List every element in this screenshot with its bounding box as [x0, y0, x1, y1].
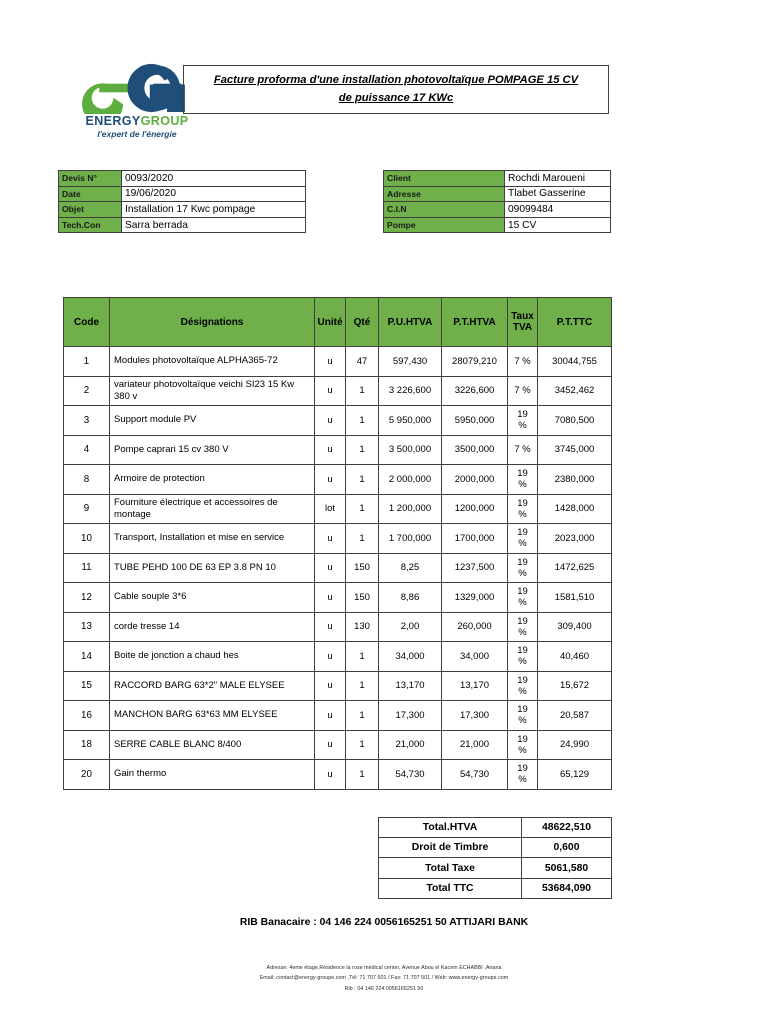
cell-pt-ttc: 40,460	[538, 642, 612, 672]
cell-taux-tva: 19 %	[508, 760, 538, 790]
quote-info-label-date: Date	[59, 186, 122, 202]
cell-designation: Pompe caprari 15 cv 380 V	[110, 435, 315, 465]
cell-qte: 1	[346, 524, 379, 554]
cell-pu-htva: 54,730	[379, 760, 442, 790]
cell-taux-tva: 19 %	[508, 524, 538, 554]
footer-address-line: Adresse: 4eme étage,Résidence la rose médical center, Avenue Abou el Kacem ECHABBI ,Ariana	[266, 965, 502, 971]
cell-pt-htva: 3226,600	[442, 376, 508, 406]
table-header-row	[64, 298, 612, 347]
cell-code: 2	[64, 376, 110, 406]
column-header-code: Code	[64, 298, 110, 347]
cell-pt-ttc: 1581,510	[538, 583, 612, 613]
cell-qte: 1	[346, 671, 379, 701]
cell-code: 18	[64, 730, 110, 760]
table-row	[59, 186, 306, 202]
table-row	[379, 879, 612, 899]
cell-qte: 1	[346, 465, 379, 495]
quote-info-value-objet: Installation 17 Kwc pompage	[122, 202, 306, 218]
cell-designation: Gain thermo	[110, 760, 315, 790]
cell-designation: TUBE PEHD 100 DE 63 EP 3.8 PN 10	[110, 553, 315, 583]
quote-info-value-date: 19/06/2020	[122, 186, 306, 202]
cell-pu-htva: 3 226,600	[379, 376, 442, 406]
cell-designation: SERRE CABLE BLANC 8/400	[110, 730, 315, 760]
cell-pt-htva: 1329,000	[442, 583, 508, 613]
cell-designation: Boite de jonction a chaud hes	[110, 642, 315, 672]
table-row	[64, 760, 612, 790]
cell-designation: corde tresse 14	[110, 612, 315, 642]
cell-pt-htva: 3500,000	[442, 435, 508, 465]
cell-pu-htva: 13,170	[379, 671, 442, 701]
logo-word-group: GROUP	[140, 114, 189, 128]
table-row	[59, 217, 306, 233]
cell-unite: u	[315, 524, 346, 554]
cell-pt-ttc: 3452,462	[538, 376, 612, 406]
cell-taux-tva: 19 %	[508, 494, 538, 524]
cell-taux-tva: 19 %	[508, 406, 538, 436]
cell-code: 3	[64, 406, 110, 436]
column-header-taux-tva: Taux TVA	[508, 298, 538, 347]
cell-designation: Cable souple 3*6	[110, 583, 315, 613]
cell-pt-htva: 54,730	[442, 760, 508, 790]
quote-info-value-devis: 0093/2020	[122, 171, 306, 187]
cell-designation: RACCORD BARG 63*2" MALE ELYSEE	[110, 671, 315, 701]
table-row	[59, 171, 306, 187]
table-row	[384, 186, 611, 202]
column-header-pt-htva: P.T.HTVA	[442, 298, 508, 347]
cell-unite: u	[315, 701, 346, 731]
cell-code: 20	[64, 760, 110, 790]
cell-taux-tva: 19 %	[508, 612, 538, 642]
cell-taux-tva: 7 %	[508, 347, 538, 377]
quote-info-label-tech: Tech.Con	[59, 217, 122, 233]
cell-unite: u	[315, 376, 346, 406]
totals-value-timbre: 0,600	[522, 838, 612, 858]
cell-qte: 1	[346, 701, 379, 731]
cell-pu-htva: 34,000	[379, 642, 442, 672]
client-info-value-adresse: Tlabet Gasserine	[505, 186, 611, 202]
client-info-table	[383, 170, 611, 233]
cell-unite: lot	[315, 494, 346, 524]
cell-pt-ttc: 24,990	[538, 730, 612, 760]
cell-qte: 47	[346, 347, 379, 377]
cell-code: 9	[64, 494, 110, 524]
cell-qte: 1	[346, 730, 379, 760]
cell-taux-tva: 7 %	[508, 376, 538, 406]
table-row	[379, 818, 612, 838]
cell-code: 14	[64, 642, 110, 672]
cell-qte: 1	[346, 760, 379, 790]
cell-pt-ttc: 30044,755	[538, 347, 612, 377]
totals-label-timbre: Droit de Timbre	[379, 838, 522, 858]
table-row	[64, 347, 612, 377]
cell-pt-ttc: 1472,625	[538, 553, 612, 583]
totals-table	[378, 817, 612, 899]
cell-designation: Armoire de protection	[110, 465, 315, 495]
cell-taux-tva: 19 %	[508, 730, 538, 760]
table-row	[379, 838, 612, 858]
cell-unite: u	[315, 465, 346, 495]
cell-qte: 1	[346, 406, 379, 436]
table-row	[64, 376, 612, 406]
cell-code: 1	[64, 347, 110, 377]
table-row	[59, 202, 306, 218]
cell-pu-htva: 597,430	[379, 347, 442, 377]
column-header-pt-ttc: P.T.TTC	[538, 298, 612, 347]
totals-label-taxe: Total Taxe	[379, 858, 522, 879]
cell-unite: u	[315, 583, 346, 613]
cell-taux-tva: 7 %	[508, 435, 538, 465]
cell-pt-htva: 13,170	[442, 671, 508, 701]
client-info-label-cin: C.I.N	[384, 202, 505, 218]
table-row	[64, 701, 612, 731]
client-info-value-pompe: 15 CV	[505, 217, 611, 233]
cell-pt-htva: 28079,210	[442, 347, 508, 377]
cell-taux-tva: 19 %	[508, 671, 538, 701]
cell-designation: Support module PV	[110, 406, 315, 436]
client-info-label-adresse: Adresse	[384, 186, 505, 202]
cell-pu-htva: 8,25	[379, 553, 442, 583]
table-row	[64, 465, 612, 495]
cell-unite: u	[315, 642, 346, 672]
cell-unite: u	[315, 347, 346, 377]
cell-pu-htva: 1 700,000	[379, 524, 442, 554]
cell-pt-htva: 2000,000	[442, 465, 508, 495]
eg-logo-icon	[82, 62, 190, 114]
cell-pt-htva: 34,000	[442, 642, 508, 672]
cell-pt-ttc: 309,400	[538, 612, 612, 642]
cell-taux-tva: 19 %	[508, 553, 538, 583]
cell-unite: u	[315, 553, 346, 583]
quote-info-table	[58, 170, 306, 233]
cell-pt-htva: 21,000	[442, 730, 508, 760]
cell-pt-ttc: 2023,000	[538, 524, 612, 554]
cell-qte: 130	[346, 612, 379, 642]
cell-code: 12	[64, 583, 110, 613]
cell-qte: 1	[346, 376, 379, 406]
company-logo	[82, 62, 192, 139]
table-row	[64, 671, 612, 701]
cell-code: 10	[64, 524, 110, 554]
cell-code: 13	[64, 612, 110, 642]
logo-wordmark	[82, 115, 192, 128]
table-row	[64, 406, 612, 436]
table-row	[64, 435, 612, 465]
cell-pu-htva: 17,300	[379, 701, 442, 731]
table-row	[384, 202, 611, 218]
table-row	[384, 217, 611, 233]
bank-rib-line: RIB Banacaire : 04 146 224 0056165251 50 ATTIJARI BANK	[239, 917, 529, 928]
table-row	[64, 494, 612, 524]
cell-pt-htva: 17,300	[442, 701, 508, 731]
table-row	[64, 524, 612, 554]
cell-pt-htva: 260,000	[442, 612, 508, 642]
cell-pu-htva: 21,000	[379, 730, 442, 760]
document-title-line2: de puissance 17 KWc	[338, 91, 454, 104]
cell-code: 8	[64, 465, 110, 495]
table-row	[384, 171, 611, 187]
cell-pt-htva: 5950,000	[442, 406, 508, 436]
totals-value-ttc: 53684,090	[522, 879, 612, 899]
cell-pu-htva: 5 950,000	[379, 406, 442, 436]
cell-pt-ttc: 20,587	[538, 701, 612, 731]
cell-designation: Transport, Installation et mise en service	[110, 524, 315, 554]
cell-designation: MANCHON BARG 63*63 MM ELYSEE	[110, 701, 315, 731]
cell-unite: u	[315, 406, 346, 436]
table-row	[64, 612, 612, 642]
cell-code: 11	[64, 553, 110, 583]
cell-pt-ttc: 3745,000	[538, 435, 612, 465]
document-title	[214, 72, 578, 107]
document-header	[0, 62, 768, 152]
cell-pt-ttc: 2380,000	[538, 465, 612, 495]
totals-value-taxe: 5061,580	[522, 858, 612, 879]
cell-pu-htva: 3 500,000	[379, 435, 442, 465]
cell-unite: u	[315, 435, 346, 465]
column-header-unite: Unité	[315, 298, 346, 347]
cell-pt-ttc: 65,129	[538, 760, 612, 790]
client-info-value-cin: 09099484	[505, 202, 611, 218]
totals-label-htva: Total.HTVA	[379, 818, 522, 838]
document-title-box	[183, 65, 609, 114]
cell-qte: 1	[346, 494, 379, 524]
cell-qte: 150	[346, 583, 379, 613]
quote-info-value-tech: Sarra berrada	[122, 217, 306, 233]
cell-taux-tva: 19 %	[508, 701, 538, 731]
cell-designation: Modules photovoltaïque ALPHA365-72	[110, 347, 315, 377]
cell-pt-htva: 1700,000	[442, 524, 508, 554]
cell-unite: u	[315, 760, 346, 790]
cell-qte: 1	[346, 435, 379, 465]
cell-designation: Fourniture électrique et accessoires de montage	[110, 494, 315, 524]
cell-taux-tva: 19 %	[508, 583, 538, 613]
client-info-label-client: Client	[384, 171, 505, 187]
cell-unite: u	[315, 671, 346, 701]
totals-value-htva: 48622,510	[522, 818, 612, 838]
cell-pt-htva: 1237,500	[442, 553, 508, 583]
cell-taux-tva: 19 %	[508, 465, 538, 495]
quote-info-label-objet: Objet	[59, 202, 122, 218]
table-row	[379, 858, 612, 879]
cell-pt-ttc: 7080,500	[538, 406, 612, 436]
footer-contact-line: Email: contact@energy-groupe.com ,Tél: 71 707 501 / Fax: 71 707 501 / Web: www.energy-groupe.com	[259, 975, 509, 982]
cell-pu-htva: 2 000,000	[379, 465, 442, 495]
client-info-label-pompe: Pompe	[384, 217, 505, 233]
logo-word-energy: ENERGY	[85, 114, 141, 128]
column-header-designation: Désignations	[110, 298, 315, 347]
cell-pt-htva: 1200,000	[442, 494, 508, 524]
column-header-qte: Qté	[346, 298, 379, 347]
cell-unite: u	[315, 612, 346, 642]
cell-designation: variateur photovoltaïque veichi SI23 15 Kw 380 v	[110, 376, 315, 406]
table-row	[64, 553, 612, 583]
document-title-line1: Facture proforma d'une installation photovoltaïque POMPAGE 15 CV	[213, 74, 579, 87]
cell-unite: u	[315, 730, 346, 760]
cell-pu-htva: 8,86	[379, 583, 442, 613]
logo-tagline: l'expert de l'énergie	[97, 129, 177, 140]
table-row	[64, 583, 612, 613]
cell-pt-ttc: 15,672	[538, 671, 612, 701]
document-footer	[0, 963, 768, 994]
column-header-pu-htva: P.U.HTVA	[379, 298, 442, 347]
totals-label-ttc: Total TTC	[379, 879, 522, 899]
cell-qte: 1	[346, 642, 379, 672]
client-info-value-client: Rochdi Maroueni	[505, 171, 611, 187]
cell-qte: 150	[346, 553, 379, 583]
cell-pt-ttc: 1428,000	[538, 494, 612, 524]
table-row	[64, 730, 612, 760]
cell-pu-htva: 1 200,000	[379, 494, 442, 524]
line-items-table	[63, 297, 612, 790]
quote-info-label-devis: Devis N°	[59, 171, 122, 187]
cell-taux-tva: 19 %	[508, 642, 538, 672]
cell-pu-htva: 2,00	[379, 612, 442, 642]
table-row	[64, 642, 612, 672]
cell-code: 15	[64, 671, 110, 701]
footer-rib-line: Rib : 04 146 224 0056165251 50	[344, 985, 424, 992]
cell-code: 4	[64, 435, 110, 465]
cell-code: 16	[64, 701, 110, 731]
